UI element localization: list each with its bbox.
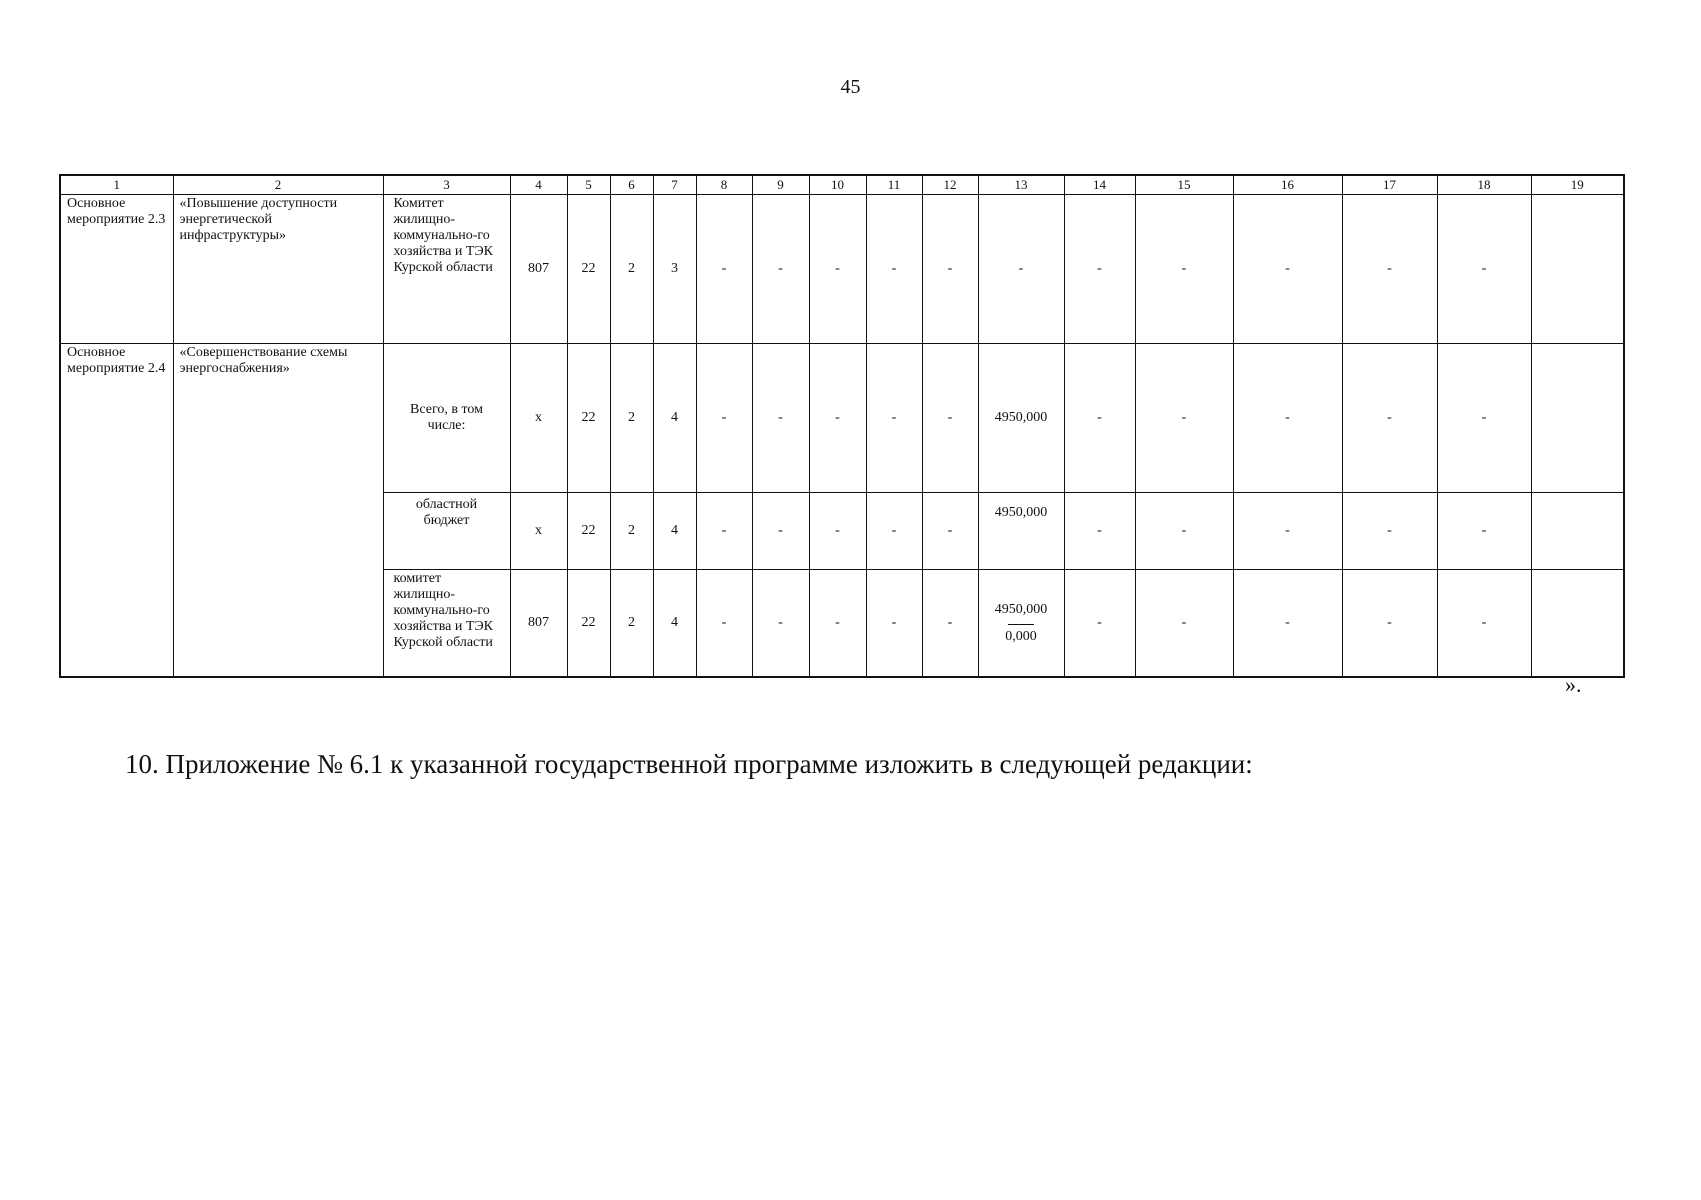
measure-title-cell: «Совершенствование схемы энергоснабжения» — [173, 344, 383, 678]
header-cell: 4 — [510, 175, 567, 195]
table-cell: - — [1135, 493, 1233, 570]
header-cell: 2 — [173, 175, 383, 195]
table-cell: 4 — [653, 493, 696, 570]
header-cell: 5 — [567, 175, 610, 195]
fraction-bottom-value: 0,000 — [1005, 628, 1037, 644]
table-cell: 2 — [610, 570, 653, 678]
table-cell: - — [1437, 493, 1531, 570]
table-cell: - — [922, 344, 978, 493]
paragraph-item-10: 10. Приложение № 6.1 к указанной государственной программе изложить в следующей редакции: — [125, 749, 1253, 779]
table-cell: 3 — [653, 195, 696, 344]
table-cell: 807 — [510, 570, 567, 678]
measure-title-cell: «Повышение доступности энергетической инфраструктуры» — [173, 195, 383, 344]
header-cell: 7 — [653, 175, 696, 195]
table-cell: - — [1064, 344, 1135, 493]
header-cell: 11 — [866, 175, 922, 195]
funding-source-cell: областной бюджет — [383, 493, 510, 570]
table-cell: x — [510, 344, 567, 493]
table-cell: - — [1437, 195, 1531, 344]
header-cell: 13 — [978, 175, 1064, 195]
table-cell: - — [752, 570, 809, 678]
table-cell: 22 — [567, 570, 610, 678]
header-cell: 3 — [383, 175, 510, 195]
table-cell: - — [1135, 344, 1233, 493]
header-cell: 17 — [1342, 175, 1437, 195]
table-cell: - — [1233, 344, 1342, 493]
table-cell — [1531, 344, 1624, 493]
table-cell: - — [1233, 195, 1342, 344]
table-cell: - — [1233, 570, 1342, 678]
table-cell: 4 — [653, 570, 696, 678]
executor-cell: Комитет жилищно-коммунально-го хозяйства и ТЭК Курской области — [383, 195, 510, 344]
table-cell: - — [866, 570, 922, 678]
table-cell: 4950,000 — [978, 344, 1064, 493]
table-cell: 22 — [567, 493, 610, 570]
table-cell: - — [866, 344, 922, 493]
table-cell: 22 — [567, 195, 610, 344]
table-cell: - — [866, 195, 922, 344]
table-cell: - — [922, 570, 978, 678]
table-cell: - — [1233, 493, 1342, 570]
fraction-bar — [1008, 624, 1034, 625]
table-row-measure-2-3 — [60, 195, 1624, 344]
header-cell: 8 — [696, 175, 752, 195]
table-cell: - — [809, 195, 866, 344]
table-cell: - — [809, 344, 866, 493]
value-fraction — [995, 602, 1048, 645]
header-cell: 6 — [610, 175, 653, 195]
table-cell: 2 — [610, 344, 653, 493]
table-cell: - — [1135, 195, 1233, 344]
header-cell: 1 — [60, 175, 173, 195]
header-cell: 19 — [1531, 175, 1624, 195]
table-cell: - — [1064, 570, 1135, 678]
table-cell: - — [752, 493, 809, 570]
table-header-row — [60, 175, 1624, 195]
table-cell: x — [510, 493, 567, 570]
table-cell: - — [1135, 570, 1233, 678]
table-cell: 2 — [610, 195, 653, 344]
table-cell: 4 — [653, 344, 696, 493]
program-table — [59, 174, 1625, 678]
table-cell: - — [1437, 344, 1531, 493]
header-cell: 15 — [1135, 175, 1233, 195]
table-cell: - — [696, 570, 752, 678]
table-cell: - — [1342, 195, 1437, 344]
header-cell: 12 — [922, 175, 978, 195]
page-number: 45 — [840, 76, 861, 98]
header-cell: 14 — [1064, 175, 1135, 195]
header-cell: 9 — [752, 175, 809, 195]
table-cell: - — [978, 195, 1064, 344]
table-cell — [1531, 570, 1624, 678]
table-cell: - — [809, 570, 866, 678]
funding-source-cell: Всего, в том числе: — [383, 344, 510, 493]
table-cell: - — [809, 493, 866, 570]
header-cell: 18 — [1437, 175, 1531, 195]
table-cell: - — [696, 195, 752, 344]
table-cell: 4950,000 — [978, 493, 1064, 570]
table-cell: - — [922, 195, 978, 344]
table-cell: - — [1342, 570, 1437, 678]
fraction-cell — [978, 570, 1064, 678]
table-cell: - — [922, 493, 978, 570]
table-cell: - — [1064, 195, 1135, 344]
closing-quote: ». — [1565, 672, 1582, 697]
table-cell: - — [1342, 493, 1437, 570]
header-cell: 16 — [1233, 175, 1342, 195]
table-cell — [1531, 493, 1624, 570]
table-cell: - — [696, 493, 752, 570]
measure-name-cell: Основное мероприятие 2.4 — [60, 344, 173, 678]
table-cell: - — [752, 344, 809, 493]
table-cell: - — [1064, 493, 1135, 570]
table-cell: - — [752, 195, 809, 344]
table-cell: - — [866, 493, 922, 570]
executor-cell: комитет жилищно-коммунально-го хозяйства и ТЭК Курской области — [383, 570, 510, 678]
table-cell: 2 — [610, 493, 653, 570]
table-cell: 807 — [510, 195, 567, 344]
fraction-top-value: 4950,000 — [994, 601, 1048, 617]
measure-name-cell: Основное мероприятие 2.3 — [60, 195, 173, 344]
table-cell: 22 — [567, 344, 610, 493]
header-cell: 10 — [809, 175, 866, 195]
table-cell: - — [1342, 344, 1437, 493]
table-cell — [1531, 195, 1624, 344]
table-cell: - — [1437, 570, 1531, 678]
table-cell: - — [696, 344, 752, 493]
table-row-measure-2-4-total — [60, 344, 1624, 493]
